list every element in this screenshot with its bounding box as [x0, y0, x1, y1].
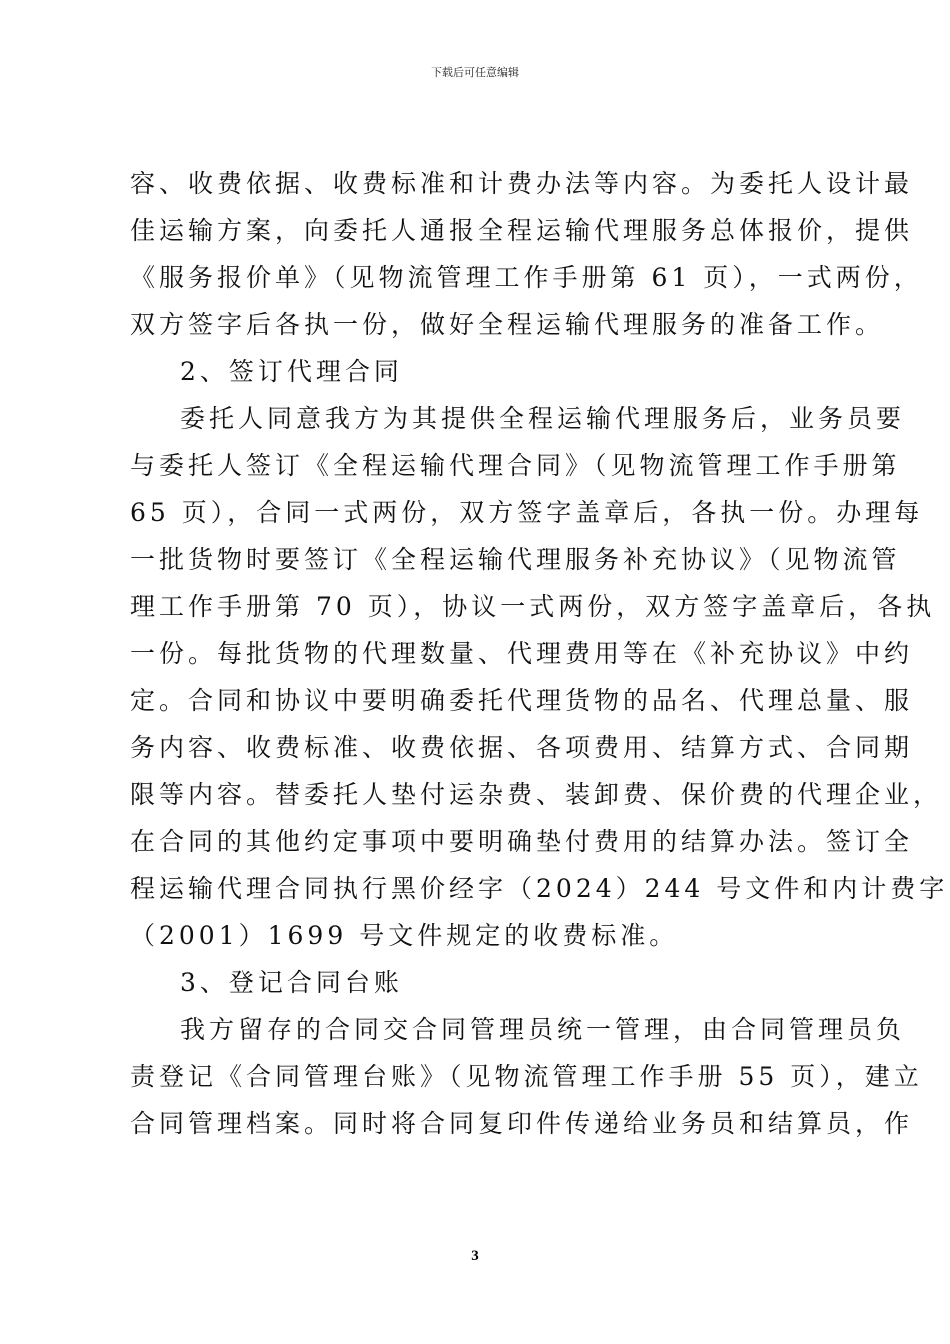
body-line: 佳运输方案，向委托人通报全程运输代理服务总体报价，提供: [130, 216, 914, 245]
page-header-note: 下载后可任意编辑: [431, 66, 519, 79]
body-line: 65 页），合同一式两份，双方签字盖章后，各执一份。办理每: [130, 498, 924, 527]
section-heading-contract-ledger: 3、登记合同台账: [180, 968, 403, 997]
body-line: 合同管理档案。同时将合同复印件传递给业务员和结算员，作: [130, 1109, 914, 1138]
body-line: 《服务报价单》（见物流管理工作手册第 61 页），一式两份，: [130, 263, 923, 292]
body-line: 我方留存的合同交合同管理员统一管理，由合同管理员负: [180, 1015, 906, 1044]
body-line: 务内容、收费标准、收费依据、各项费用、结算方式、合同期: [130, 733, 914, 762]
body-line: 双方签字后各执一份，做好全程运输代理服务的准备工作。: [130, 310, 885, 339]
body-line: 委托人同意我方为其提供全程运输代理服务后，业务员要: [180, 404, 906, 433]
body-line: 一份。每批货物的代理数量、代理费用等在《补充协议》中约: [130, 639, 914, 668]
body-line: 限等内容。替委托人垫付运杂费、装卸费、保价费的代理企业，: [130, 780, 943, 809]
body-line: 定。合同和协议中要明确委托代理货物的品名、代理总量、服: [130, 686, 914, 715]
body-line: 责登记《合同管理台账》（见物流管理工作手册 55 页），建立: [130, 1062, 923, 1091]
body-line: 与委托人签订《全程运输代理合同》（见物流管理工作手册第: [130, 451, 901, 480]
body-line: 容、收费依据、收费标准和计费办法等内容。为委托人设计最: [130, 169, 914, 198]
section-heading-sign-contract: 2、签订代理合同: [180, 357, 403, 386]
body-line: 一批货物时要签订《全程运输代理服务补充协议》（见物流管: [130, 545, 901, 574]
body-line: 理工作手册第 70 页），协议一式两份，双方签字盖章后，各执: [130, 592, 936, 621]
body-line: 在合同的其他约定事项中要明确垫付费用的结算办法。签订全: [130, 827, 914, 856]
document-body: [130, 160, 949, 1147]
body-line: （2001）1699 号文件规定的收费标准。: [130, 921, 679, 950]
page-number: 3: [471, 1248, 479, 1264]
body-line: 程运输代理合同执行黑价经字（2024）244 号文件和内计费字: [130, 874, 949, 903]
